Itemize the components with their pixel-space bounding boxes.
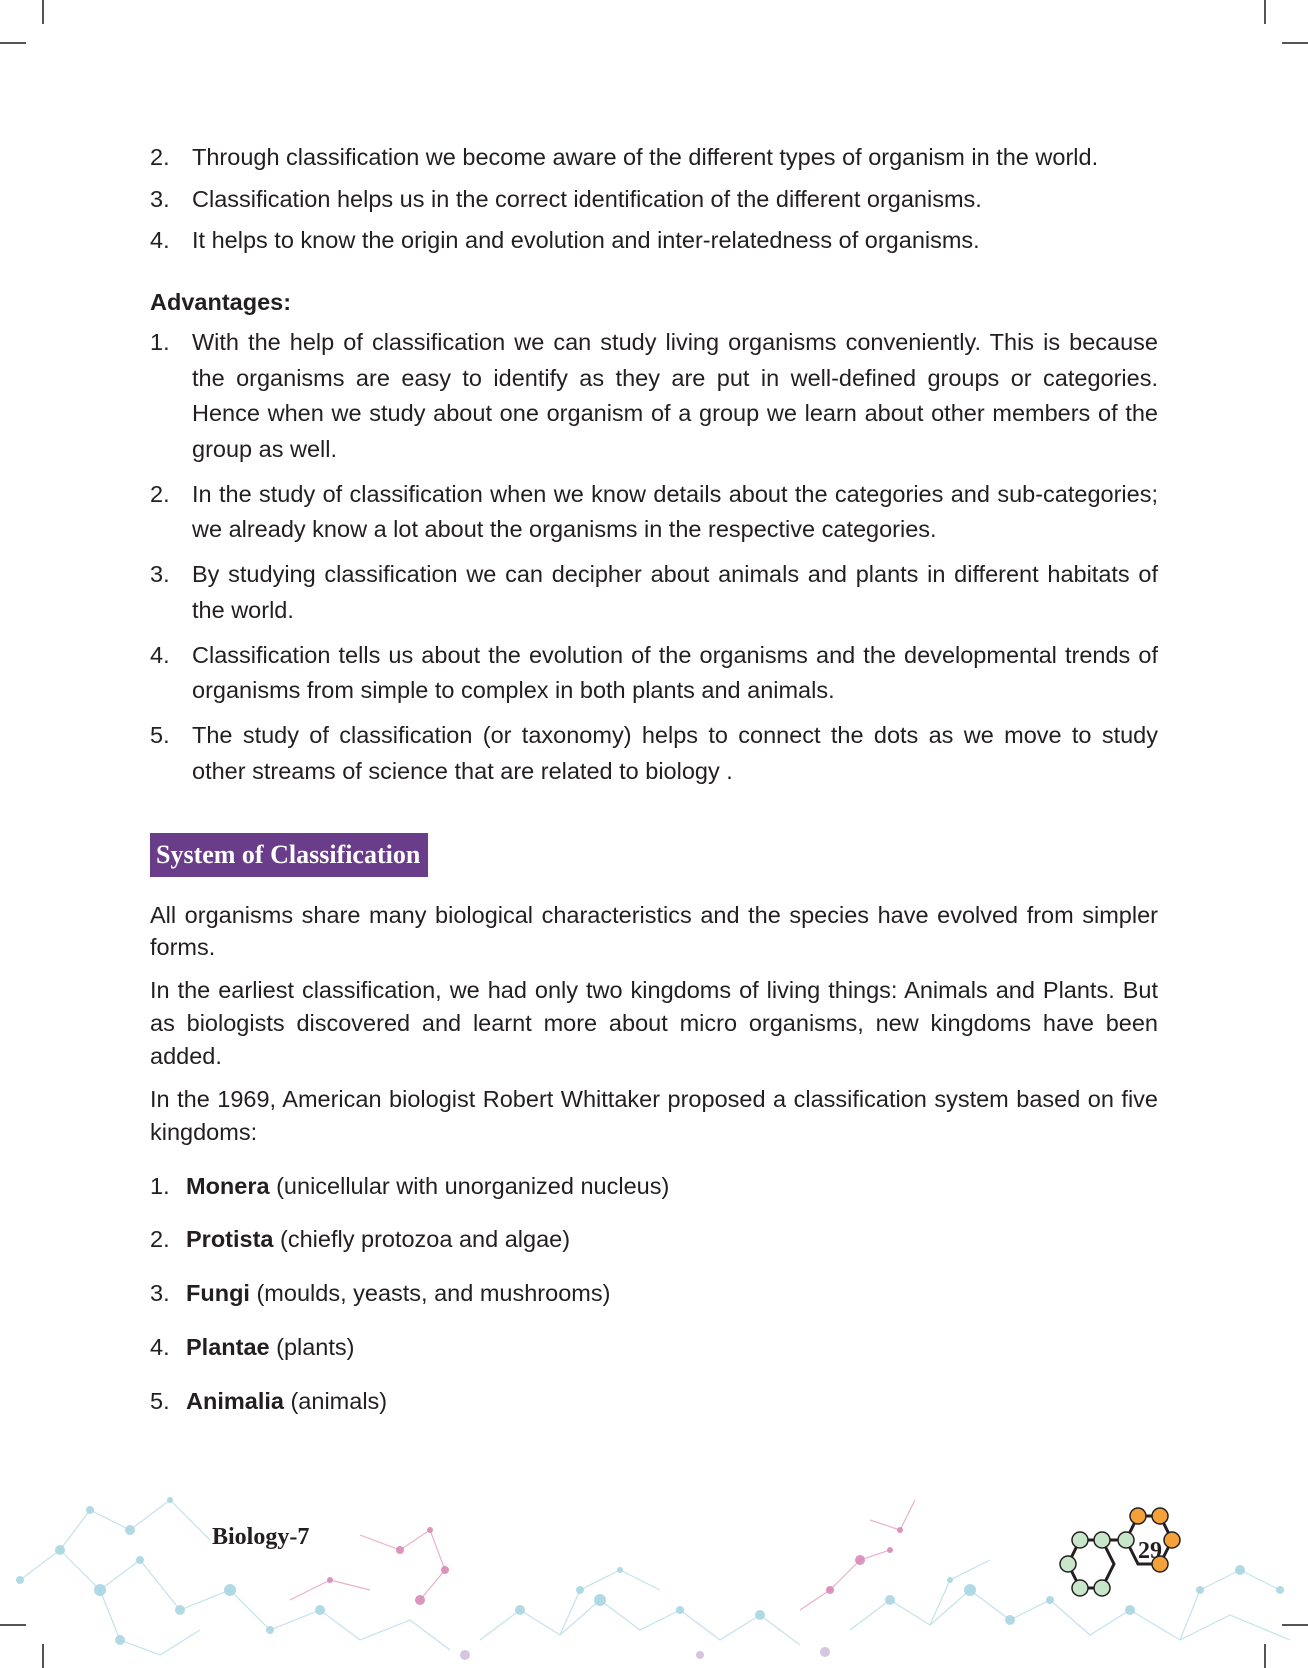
list-item [150,182,1158,218]
list-item [150,223,1158,259]
list-text: It helps to know the origin and evolution and inter-relatedness of organisms. [192,227,980,254]
list-number: 4. [150,1333,170,1360]
paragraph: All organisms share many biological characteristics and the species have evolved from simpler forms. [150,901,1158,961]
list-item [150,1222,1158,1258]
list-number: 5. [150,1387,170,1414]
hexagon-molecule-icon [1050,1500,1210,1620]
crop-mark [42,0,44,24]
list-number: 1. [150,328,170,355]
list-text: The study of classification (or taxonomy) helps to connect the dots as we move to study other streams of science that are related to biology . [192,722,1158,784]
list-item [150,140,1158,176]
advantages-list [150,325,1158,790]
kingdom-name: Monera [186,1172,270,1199]
book-label: Biology-7 [212,1524,310,1550]
kingdom-description: (chiefly protozoa and algae) [273,1226,571,1253]
purpose-list [150,140,1158,259]
section-title: System of Classification [150,833,428,877]
list-item [150,325,1158,468]
kingdom-description: (moulds, yeasts, and mushrooms) [249,1280,611,1307]
list-item [150,1169,1158,1205]
list-text: In the study of classification when we know details about the categories and sub-categories; we already know a lot about the organisms in the respective categories. [192,480,1158,543]
list-number: 2. [150,1226,170,1253]
list-item [150,557,1158,628]
list-number: 3. [150,1280,170,1307]
list-number: 5. [150,722,170,749]
kingdom-description: (unicellular with unorganized nucleus) [269,1172,670,1199]
list-number: 2. [150,480,170,507]
list-text: Classification helps us in the correct identification of the different organisms. [192,185,982,212]
list-item [150,638,1158,709]
list-item [150,718,1158,789]
list-item [150,1384,1158,1420]
kingdom-description: (animals) [283,1387,388,1414]
list-number: 3. [150,561,170,588]
page-content [150,140,1158,1437]
crop-mark [1282,42,1308,44]
list-number: 1. [150,1172,170,1199]
list-number: 2. [150,144,170,170]
list-number: 4. [150,641,170,668]
list-number: 3. [150,185,170,212]
list-text: By studying classification we can decipher about animals and plants in different habitats of the world. [192,561,1158,623]
list-item [150,1330,1158,1366]
list-text: Classification tells us about the evolution of the organisms and the developmental trends of organisms from simple to complex in both plants and animals. [192,641,1158,704]
kingdom-name: Animalia [186,1387,284,1414]
kingdoms-list [150,1169,1158,1420]
list-text: Through classification we become aware of the different types of organism in the world. [192,144,1099,170]
list-number: 4. [150,227,170,254]
kingdom-description: (plants) [269,1333,355,1360]
paragraph: In the 1969, American biologist Robert Whittaker proposed a classification system based on five kingdoms: [150,1085,1158,1145]
list-text: With the help of classification we can study living organisms conveniently. This is because the organisms are easy to identify as they are put in well-defined groups or categories. Hence when we study about one organism of a group we learn about other members of the group as well. [192,328,1158,463]
list-item [150,1276,1158,1312]
kingdom-name: Fungi [186,1280,250,1307]
list-item [150,477,1158,548]
crop-mark [0,42,26,44]
paragraph: In the earliest classification, we had only two kingdoms of living things: Animals and Plants. But as biologists discovered and learnt more about micro organisms, new kingdoms have been added. [150,977,1158,1070]
kingdom-name: Plantae [186,1333,270,1360]
kingdom-name: Protista [186,1226,274,1253]
page-number: 29 [1138,1538,1162,1564]
crop-mark [1264,0,1266,24]
advantages-heading: Advantages: [150,289,292,316]
